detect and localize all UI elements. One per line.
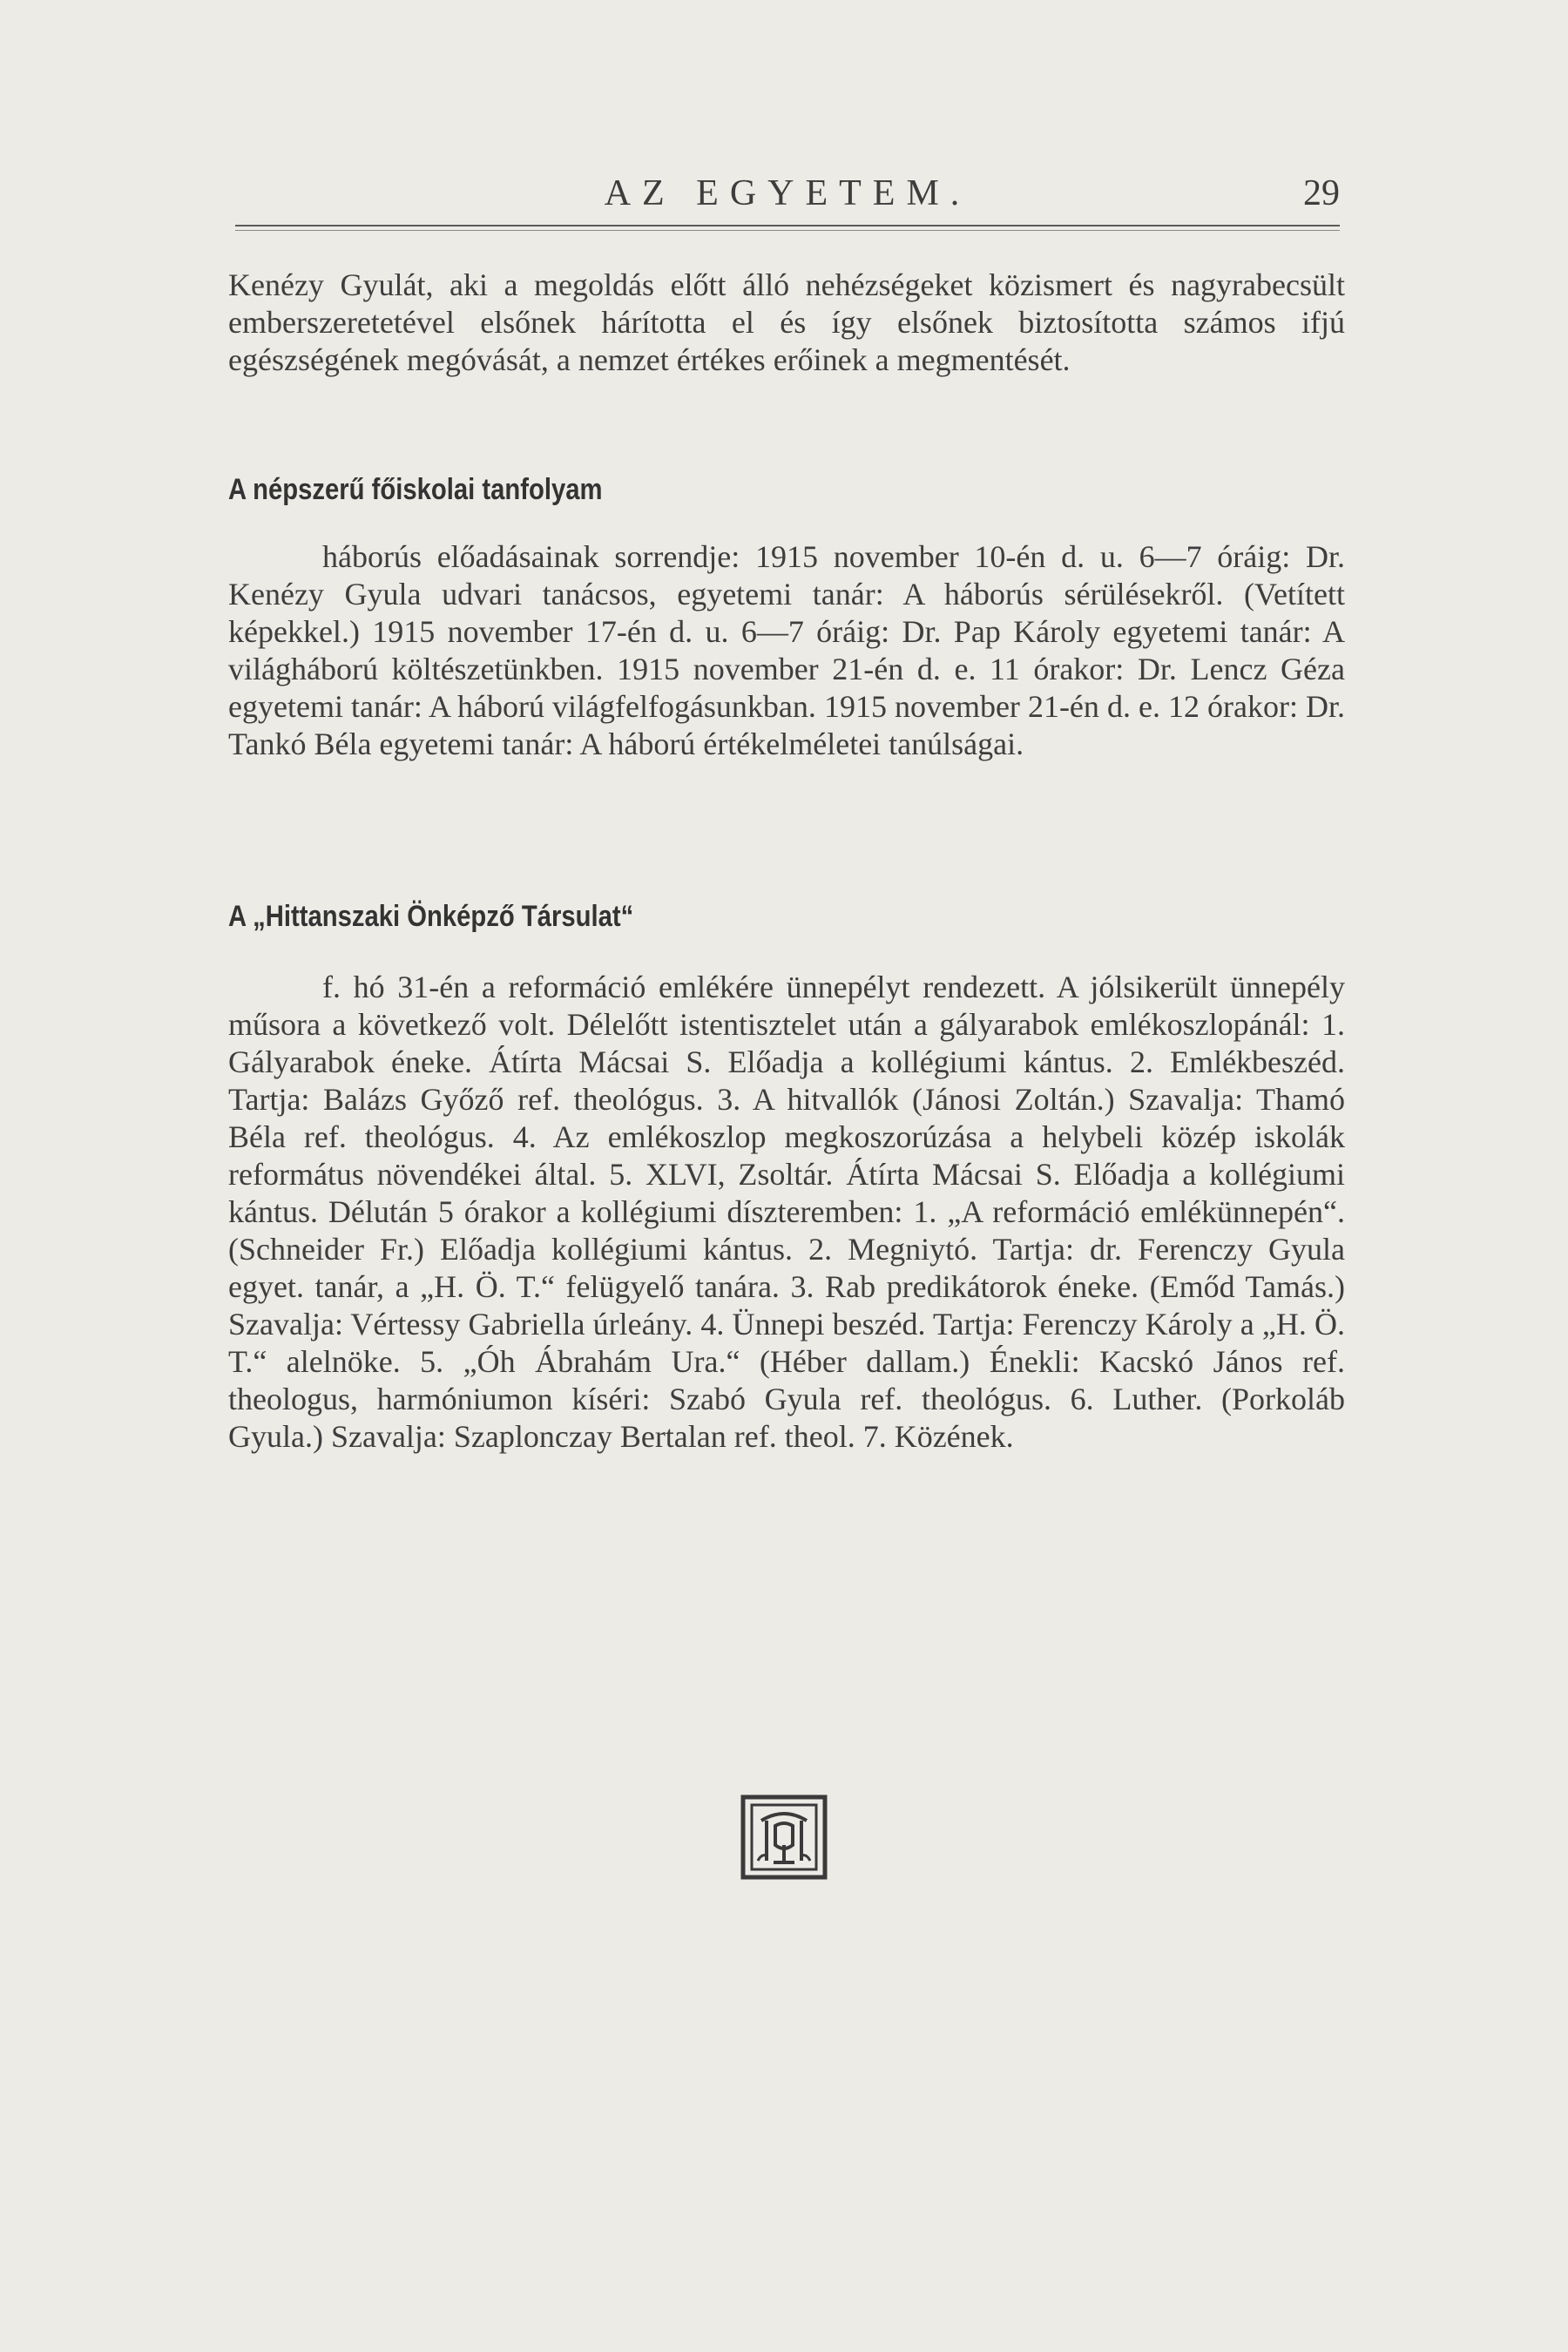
monogram-ornament-icon — [740, 1794, 828, 1880]
paragraph-intro: Kenézy Gyulát, aki a megoldás előtt álló nehézségeket közismert és nagyrabecsült emberszeretetével elsőnek hárította el és így elsőnek biztosította számos ifjú egészségének megóvását, a nemzet értékes erőinek a megmentését. — [228, 267, 1345, 377]
paragraph-lecture-schedule: háborús előadásainak sorrendje: 1915 november 10-én d. u. 6—7 óráig: Dr. Kenézy Gyula udvari tanácsos, egyetemi tanár: A háborús sérülésekről. (Vetített képekkel.) 1915 november 17-én d. u. 6—7 óráig: Dr. Pap Károly egyetemi tanár: A világháború költészetünkben. 1915 november 21-én d. e. 11 órakor: Dr. Lencz Géza egyetemi tanár: A háború világfelfogásunkban. 1915 november 21-én d. e. 12 órakor: Dr. Tankó Béla egyetemi tanár: A háború értékelméletei tanúlságai. — [228, 539, 1345, 761]
running-head — [235, 167, 1340, 220]
page-number: 29 — [1303, 173, 1340, 213]
header-rule-thin — [235, 230, 1340, 231]
heading-popular-course: A népszerű főiskolai tanfolyam — [228, 473, 603, 506]
header-rule — [235, 225, 1340, 226]
heading-theological-society: A „Hittanszaki Önképző Társulat“ — [228, 900, 634, 933]
running-title: AZ EGYETEM. — [604, 173, 971, 213]
paragraph-reformation-celebration: f. hó 31-én a reformáció emlékére ünnepélyt rendezett. A jólsikerült ünnepély műsora a következő volt. Délelőtt istentisztelet után a gályarabok emlékoszlopánál: 1. Gályarabok éneke. Átírta Mácsai S. Előadja a kollégiumi kántus. 2. Emlékbeszéd. Tartja: Balázs Győző ref. theológus. 3. A hitvallók (Jánosi Zoltán.) Szavalja: Thamó Béla ref. theológus. 4. Az emlékoszlop megkoszorúzása a helybeli közép iskolák református növendékei által. 5. XLVI, Zsoltár. Átírta Mácsai S. Előadja a kollégiumi kántus. Délután 5 órakor a kollégiumi díszteremben: 1. „A reformáció emlékünnepén“. (Schneider Fr.) Előadja kollégiumi kántus. 2. Megniytó. Tartja: dr. Ferenczy Gyula egyet. tanár, a „H. Ö. T.“ felügyelő tanára. 3. Rab predikátorok éneke. (Emőd Tamás.) Szavalja: Vértessy Gabriella úrleány. 4. Ünnepi beszéd. Tartja: Ferenczy Károly a „H. Ö. T.“ alelnöke. 5. „Óh Ábrahám Ura.“ (Héber dallam.) Énekli: Kacskó János ref. theologus, harmóniumon kíséri: Szabó Gyula ref. theológus. 6. Luther. (Porkoláb Gyula.) Szavalja: Szaplonczay Bertalan ref. theol. 7. Közének. — [228, 970, 1345, 1454]
